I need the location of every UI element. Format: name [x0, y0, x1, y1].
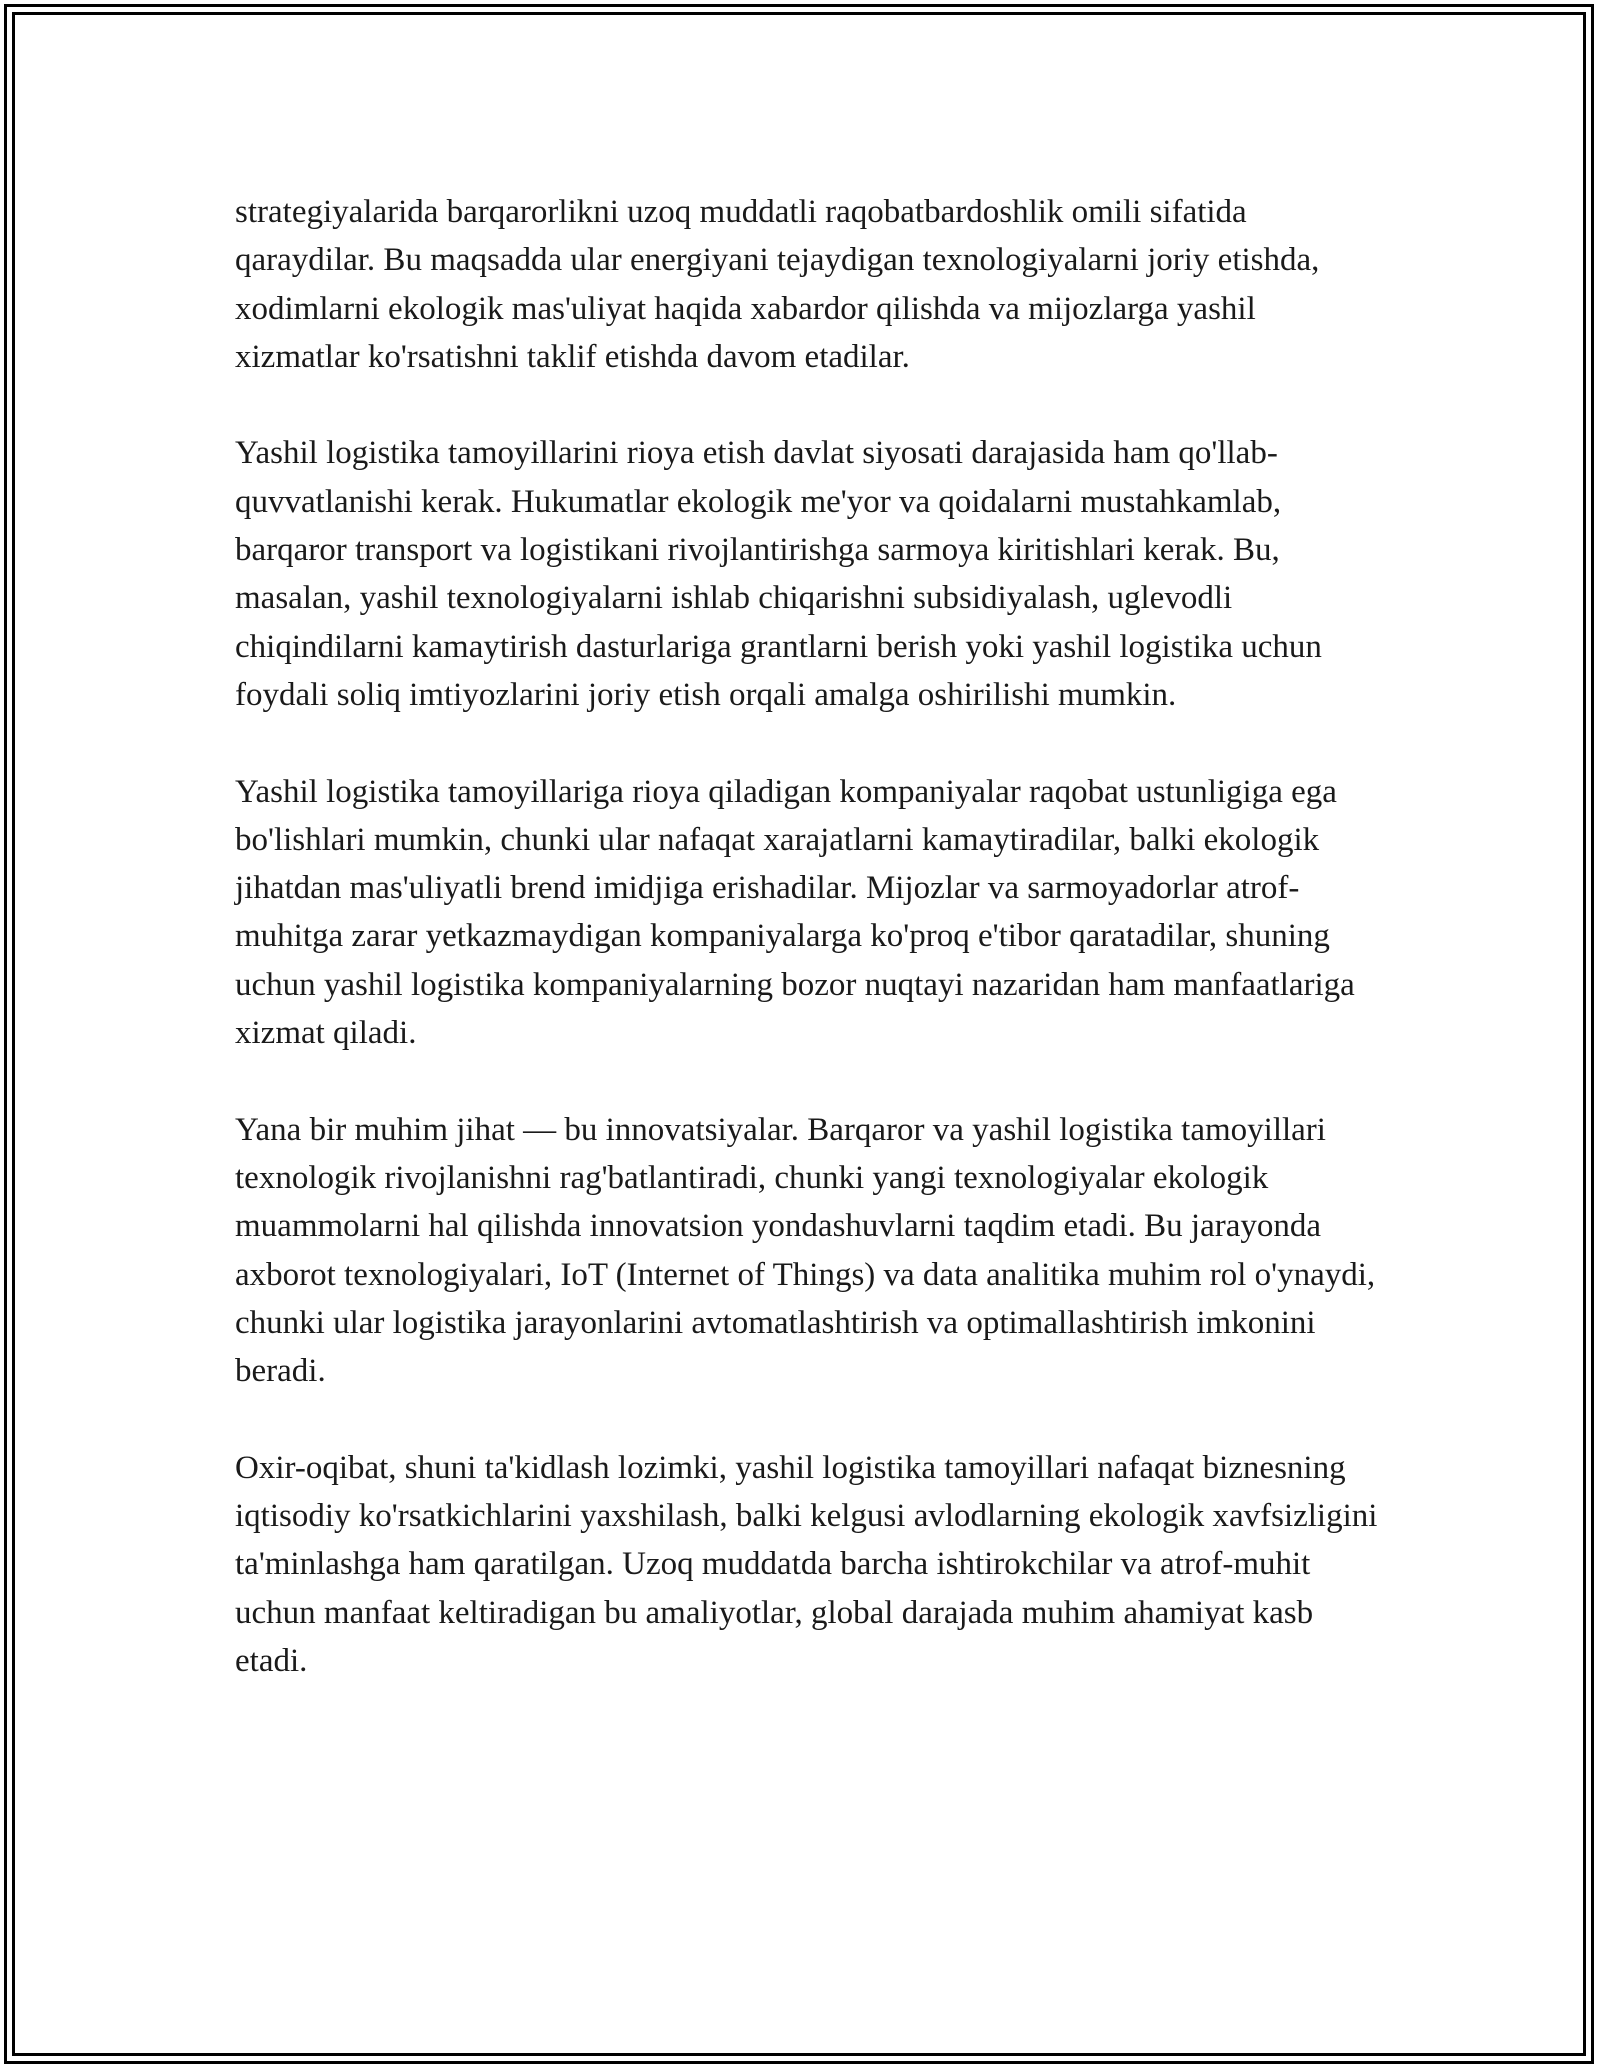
- paragraph-2: Yashil logistika tamoyillarini rioya etish davlat siyosati darajasida ham qo'llab-quvvatlanishi kerak. Hukumatlar ekologik me'yor va qoidalarni mustahkamlab, barqaror transport va logistikani rivojlantirishga sarmoya kiritishlari kerak. Bu, masalan, yashil texnologiyalarni ishlab chiqarishni subsidiyalash, uglevodli chiqindilarni kamaytirish dasturlariga grantlarni berish yoki yashil logistika uchun foydali soliq imtiyozlarini joriy etish orqali amalga oshirilishi mumkin.: [235, 435, 1322, 713]
- paragraph-5: Oxir-oqibat, shuni ta'kidlash lozimki, yashil logistika tamoyillari nafaqat biznesning iqtisodiy ko'rsatkichlarini yaxshilash, balki kelgusi avlodlarning ekologik xavfsizligini ta'minlashga ham qaratilgan. Uzoq muddatda barcha ishtirokchilar va atrof-muhit uchun manfaat keltiradigan bu amaliyotlar, global darajada muhim ahamiyat kasb etadi.: [235, 1449, 1378, 1679]
- document-body: [235, 188, 1385, 1734]
- paragraph-1: strategiyalarida barqarorlikni uzoq muddatli raqobatbardoshlik omili sifatida qaraydilar. Bu maqsadda ular energiyani tejaydigan texnologiyalarni joriy etishda, xodimlarni ekologik mas'uliyat haqida xabardor qilishda va mijozlarga yashil xizmatlar ko'rsatishni taklif etishda davom etadilar.: [235, 194, 1320, 375]
- paragraph-4: Yana bir muhim jihat — bu innovatsiyalar. Barqaror va yashil logistika tamoyillari texnologik rivojlanishni rag'batlantiradi, chunki yangi texnologiyalar ekologik muammolarni hal qilishda innovatsion yondashuvlarni taqdim etadi. Bu jarayonda axborot texnologiyalari, IoT (Internet of Things) va data analitika muhim rol o'ynaydi, chunki ular logistika jarayonlarini avtomatlashtirish va optimallashtirish imkonini beradi.: [235, 1111, 1376, 1390]
- paragraph-3: Yashil logistika tamoyillariga rioya qiladigan kompaniyalar raqobat ustunligiga ega bo'lishlari mumkin, chunki ular nafaqat xarajatlarni kamaytiradilar, balki ekologik jihatdan mas'uliyatli brend imidjiga erishadilar. Mijozlar va sarmoyadorlar atrof-muhitga zarar yetkazmaydigan kompaniyalarga ko'proq e'tibor qaratadilar, shuning uchun yashil logistika kompaniyalarning bozor nuqtayi nazaridan ham manfaatlariga xizmat qiladi.: [235, 773, 1355, 1052]
